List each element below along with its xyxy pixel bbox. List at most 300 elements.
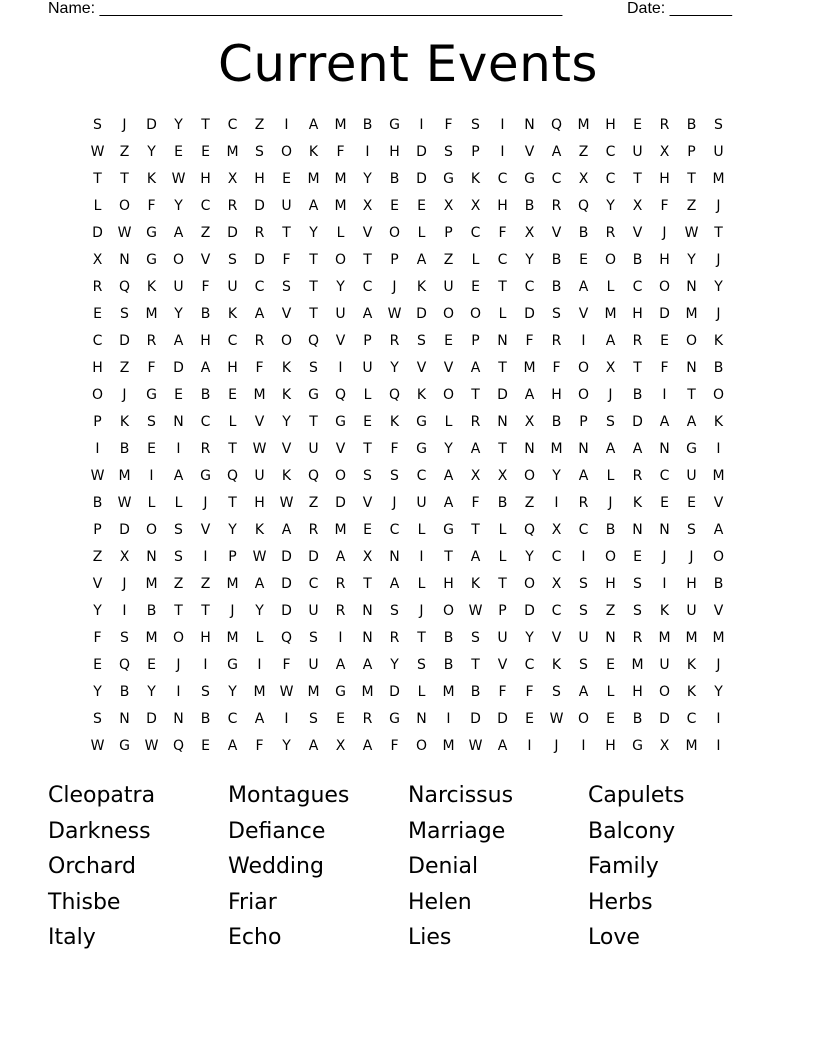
grid-letter: I bbox=[446, 711, 451, 727]
grid-letter: P bbox=[687, 144, 696, 160]
grid-letter: N bbox=[362, 603, 373, 619]
grid-letter: A bbox=[686, 414, 697, 430]
grid-letter: C bbox=[605, 144, 616, 160]
grid-letter: S bbox=[282, 279, 291, 295]
grid-letter: C bbox=[551, 171, 562, 187]
grid-letter: N bbox=[173, 711, 184, 727]
date-field-label: Date: _______ bbox=[627, 0, 732, 17]
grid-letter: L bbox=[471, 252, 480, 268]
grid-letter: Z bbox=[308, 495, 319, 511]
grid-letter: O bbox=[388, 225, 401, 241]
grid-letter: V bbox=[92, 576, 103, 592]
grid-letter: U bbox=[686, 468, 697, 484]
grid-letter: F bbox=[525, 333, 534, 349]
grid-letter: P bbox=[390, 252, 399, 268]
grid-letter: A bbox=[227, 738, 238, 754]
grid-letter: G bbox=[335, 684, 346, 700]
grid-letter: M bbox=[442, 684, 455, 700]
grid-letter: D bbox=[146, 711, 157, 727]
grid-letter: B bbox=[146, 603, 157, 619]
grid-letter: L bbox=[606, 279, 615, 295]
grid-letter: I bbox=[662, 576, 667, 592]
grid-letter: Y bbox=[228, 522, 237, 538]
grid-letter: E bbox=[336, 711, 345, 727]
grid-letter: I bbox=[554, 495, 559, 511]
grid-letter: G bbox=[200, 468, 211, 484]
grid-letter: C bbox=[524, 657, 535, 673]
grid-letter: G bbox=[632, 738, 643, 754]
grid-letter: A bbox=[470, 549, 481, 565]
grid-letter: T bbox=[309, 252, 318, 268]
grid-letter: E bbox=[606, 657, 615, 673]
grid-letter: E bbox=[660, 495, 669, 511]
grid-letter: T bbox=[309, 279, 318, 295]
grid-letter: A bbox=[632, 441, 643, 457]
grid-letter: A bbox=[362, 657, 373, 673]
grid-letter: T bbox=[498, 279, 507, 295]
grid-letter: Y bbox=[444, 441, 453, 457]
grid-letter: L bbox=[336, 225, 345, 241]
grid-letter: C bbox=[308, 576, 319, 592]
grid-letter: M bbox=[658, 630, 671, 646]
grid-letter: G bbox=[416, 414, 427, 430]
grid-letter: Y bbox=[255, 603, 264, 619]
grid-letter: N bbox=[497, 414, 508, 430]
grid-letter: E bbox=[282, 171, 291, 187]
grid-letter: U bbox=[443, 279, 454, 295]
grid-letter: B bbox=[497, 495, 508, 511]
grid-letter: W bbox=[117, 495, 132, 511]
grid-letter: G bbox=[146, 387, 157, 403]
grid-letter: Y bbox=[525, 549, 534, 565]
grid-letter: Y bbox=[282, 738, 291, 754]
grid-letter: V bbox=[713, 495, 724, 511]
grid-letter: A bbox=[308, 198, 319, 214]
grid-letter: M bbox=[685, 630, 698, 646]
grid-letter: L bbox=[174, 495, 183, 511]
grid-letter: T bbox=[282, 225, 291, 241]
grid-letter: U bbox=[281, 198, 292, 214]
grid-letter: T bbox=[228, 495, 237, 511]
grid-letter: Y bbox=[93, 603, 102, 619]
grid-letter: K bbox=[389, 414, 400, 430]
grid-letter: D bbox=[524, 306, 535, 322]
page-title: Current Events bbox=[218, 35, 598, 93]
grid-letter: W bbox=[171, 171, 186, 187]
grid-letter: N bbox=[686, 279, 697, 295]
grid-letter: S bbox=[471, 630, 480, 646]
grid-letter: H bbox=[605, 117, 616, 133]
grid-letter: J bbox=[122, 387, 127, 403]
grid-letter: Q bbox=[226, 468, 239, 484]
grid-letter: T bbox=[471, 387, 480, 403]
word-list bbox=[48, 778, 768, 956]
grid-letter: H bbox=[632, 684, 643, 700]
grid-letter: E bbox=[147, 441, 156, 457]
grid-letter: E bbox=[147, 657, 156, 673]
grid-letter: K bbox=[551, 657, 562, 673]
grid-letter: U bbox=[416, 495, 427, 511]
grid-letter: I bbox=[176, 441, 181, 457]
grid-letter: E bbox=[390, 198, 399, 214]
grid-letter: Q bbox=[550, 117, 563, 133]
grid-letter: F bbox=[498, 225, 507, 241]
grid-letter: T bbox=[498, 360, 507, 376]
grid-letter: T bbox=[120, 171, 129, 187]
grid-letter: J bbox=[392, 495, 397, 511]
grid-letter: O bbox=[712, 549, 725, 565]
grid-letter: V bbox=[578, 306, 589, 322]
grid-letter: F bbox=[471, 495, 480, 511]
grid-letter: I bbox=[716, 738, 721, 754]
grid-letter: K bbox=[227, 306, 238, 322]
header bbox=[48, 0, 748, 22]
grid-letter: K bbox=[659, 603, 670, 619]
grid-letter: C bbox=[632, 279, 643, 295]
word-list-item: Herbs bbox=[588, 889, 653, 915]
grid-letter: K bbox=[281, 360, 292, 376]
grid-letter: M bbox=[577, 117, 590, 133]
grid-letter: G bbox=[119, 738, 130, 754]
grid-letter: F bbox=[390, 738, 399, 754]
grid-letter: D bbox=[119, 522, 130, 538]
grid-letter: O bbox=[577, 387, 590, 403]
grid-letter: R bbox=[362, 711, 373, 727]
grid-letter: Q bbox=[334, 387, 347, 403]
grid-letter: O bbox=[604, 549, 617, 565]
grid-letter: I bbox=[662, 387, 667, 403]
grid-letter: E bbox=[174, 387, 183, 403]
grid-letter: V bbox=[362, 225, 373, 241]
grid-letter: K bbox=[686, 684, 697, 700]
grid-letter: O bbox=[442, 306, 455, 322]
grid-letter: R bbox=[470, 414, 481, 430]
grid-letter: S bbox=[174, 522, 183, 538]
grid-letter: X bbox=[362, 549, 373, 565]
grid-letter: V bbox=[281, 306, 292, 322]
grid-letter: F bbox=[525, 684, 534, 700]
grid-letter: R bbox=[146, 333, 157, 349]
word-list-item: Italy bbox=[48, 925, 96, 950]
grid-letter: A bbox=[362, 738, 373, 754]
grid-letter: L bbox=[417, 576, 426, 592]
grid-letter: D bbox=[470, 711, 481, 727]
grid-letter: T bbox=[363, 252, 372, 268]
grid-letter: R bbox=[578, 495, 589, 511]
grid-letter: C bbox=[416, 468, 427, 484]
grid-letter: O bbox=[658, 279, 671, 295]
grid-letter: V bbox=[632, 225, 643, 241]
grid-letter: A bbox=[362, 306, 373, 322]
grid-letter: A bbox=[173, 333, 184, 349]
grid-letter: W bbox=[252, 441, 267, 457]
grid-letter: O bbox=[523, 468, 536, 484]
grid-letter: S bbox=[417, 333, 426, 349]
grid-letter: R bbox=[254, 333, 265, 349]
grid-letter: O bbox=[685, 333, 698, 349]
grid-letter: U bbox=[659, 657, 670, 673]
grid-letter: M bbox=[226, 630, 239, 646]
grid-letter: Y bbox=[606, 198, 615, 214]
grid-letter: T bbox=[228, 441, 237, 457]
grid-letter: A bbox=[524, 387, 535, 403]
grid-letter: N bbox=[119, 711, 130, 727]
grid-letter: S bbox=[363, 468, 372, 484]
grid-letter: E bbox=[660, 333, 669, 349]
grid-letter: S bbox=[579, 657, 588, 673]
grid-letter: B bbox=[200, 387, 211, 403]
grid-letter: Y bbox=[93, 684, 102, 700]
grid-letter: K bbox=[308, 144, 319, 160]
grid-letter: L bbox=[417, 522, 426, 538]
grid-letter: L bbox=[417, 225, 426, 241]
grid-letter: V bbox=[497, 657, 508, 673]
grid-letter: O bbox=[442, 387, 455, 403]
grid-letter: G bbox=[443, 171, 454, 187]
grid-letter: I bbox=[527, 738, 532, 754]
grid-letter: C bbox=[92, 333, 103, 349]
grid-letter: C bbox=[200, 198, 211, 214]
grid-letter: J bbox=[662, 225, 667, 241]
grid-letter: X bbox=[551, 522, 562, 538]
grid-letter: L bbox=[606, 468, 615, 484]
grid-letter: T bbox=[417, 630, 426, 646]
grid-letter: M bbox=[334, 198, 347, 214]
grid-letter: U bbox=[497, 630, 508, 646]
word-list-item: Denial bbox=[408, 854, 479, 879]
grid-letter: D bbox=[119, 333, 130, 349]
grid-letter: F bbox=[336, 144, 345, 160]
grid-letter: D bbox=[254, 252, 265, 268]
grid-letter: X bbox=[470, 198, 481, 214]
grid-letter: C bbox=[497, 171, 508, 187]
grid-letter: P bbox=[471, 144, 480, 160]
grid-letter: Y bbox=[174, 306, 183, 322]
grid-letter: O bbox=[442, 603, 455, 619]
grid-letter: R bbox=[632, 333, 643, 349]
grid-letter: I bbox=[257, 657, 262, 673]
grid-letter: S bbox=[309, 630, 318, 646]
grid-letter: O bbox=[91, 387, 104, 403]
grid-letter: B bbox=[119, 441, 130, 457]
grid-letter: P bbox=[363, 333, 372, 349]
grid-letter: S bbox=[444, 144, 453, 160]
grid-letter: T bbox=[93, 171, 102, 187]
grid-letter: A bbox=[389, 576, 400, 592]
grid-letter: T bbox=[309, 306, 318, 322]
grid-letter: M bbox=[226, 144, 239, 160]
grid-letter: A bbox=[254, 306, 265, 322]
grid-letter: Y bbox=[714, 684, 723, 700]
grid-letter: K bbox=[281, 387, 292, 403]
grid-letter: Z bbox=[578, 144, 589, 160]
grid-letter: C bbox=[686, 711, 697, 727]
grid-letter: O bbox=[604, 252, 617, 268]
grid-letter: B bbox=[632, 711, 643, 727]
grid-letter: B bbox=[578, 225, 589, 241]
grid-letter: T bbox=[444, 549, 453, 565]
grid-letter: I bbox=[203, 549, 208, 565]
grid-letter: S bbox=[120, 630, 129, 646]
grid-letter: G bbox=[146, 225, 157, 241]
grid-letter: J bbox=[392, 279, 397, 295]
grid-letter: M bbox=[523, 360, 536, 376]
grid-letter: G bbox=[335, 414, 346, 430]
grid-letter: L bbox=[228, 414, 237, 430]
grid-letter: A bbox=[578, 468, 589, 484]
grid-letter: N bbox=[524, 117, 535, 133]
grid-letter: Y bbox=[390, 360, 399, 376]
grid-letter: L bbox=[498, 522, 507, 538]
grid-letter: X bbox=[551, 576, 562, 592]
grid-letter: H bbox=[254, 171, 265, 187]
grid-letter: I bbox=[176, 684, 181, 700]
grid-letter: O bbox=[712, 387, 725, 403]
grid-letter: G bbox=[389, 711, 400, 727]
grid-letter: F bbox=[147, 198, 156, 214]
grid-letter: H bbox=[605, 738, 616, 754]
grid-letter: N bbox=[578, 441, 589, 457]
grid-letter: P bbox=[93, 522, 102, 538]
grid-letter: P bbox=[471, 333, 480, 349]
grid-letter: R bbox=[254, 225, 265, 241]
grid-letter: R bbox=[308, 522, 319, 538]
grid-letter: O bbox=[118, 198, 131, 214]
grid-letter: U bbox=[308, 657, 319, 673]
grid-letter: Z bbox=[524, 495, 535, 511]
grid-letter: S bbox=[309, 711, 318, 727]
grid-letter: U bbox=[362, 360, 373, 376]
grid-letter: J bbox=[716, 657, 721, 673]
grid-letter: X bbox=[605, 360, 616, 376]
grid-letter: Q bbox=[577, 198, 590, 214]
grid-letter: W bbox=[90, 144, 105, 160]
grid-letter: T bbox=[687, 387, 696, 403]
grid-letter: A bbox=[308, 117, 319, 133]
grid-letter: T bbox=[633, 360, 642, 376]
grid-letter: B bbox=[686, 117, 697, 133]
grid-letter: Y bbox=[687, 252, 696, 268]
grid-letter: N bbox=[362, 630, 373, 646]
grid-letter: B bbox=[119, 684, 130, 700]
grid-letter: A bbox=[605, 333, 616, 349]
grid-letter: M bbox=[145, 306, 158, 322]
grid-letter: S bbox=[93, 711, 102, 727]
grid-letter: I bbox=[716, 711, 721, 727]
grid-letter: I bbox=[338, 630, 343, 646]
grid-letter: X bbox=[524, 225, 535, 241]
grid-letter: Z bbox=[119, 360, 130, 376]
word-list-item: Defiance bbox=[228, 818, 326, 844]
grid-letter: N bbox=[605, 630, 616, 646]
grid-letter: D bbox=[92, 225, 103, 241]
grid-letter: M bbox=[685, 306, 698, 322]
grid-letter: W bbox=[252, 549, 267, 565]
grid-letter: H bbox=[200, 630, 211, 646]
grid-letter: S bbox=[309, 360, 318, 376]
grid-letter: J bbox=[203, 495, 208, 511]
grid-letter: T bbox=[201, 117, 210, 133]
grid-letter: Q bbox=[307, 468, 320, 484]
grid-letter: M bbox=[550, 441, 563, 457]
grid-letter: C bbox=[497, 252, 508, 268]
grid-letter: H bbox=[200, 333, 211, 349]
word-list-item: Love bbox=[588, 925, 640, 950]
grid-letter: B bbox=[443, 657, 454, 673]
word-list-item: Wedding bbox=[228, 854, 324, 879]
grid-letter: D bbox=[524, 603, 535, 619]
grid-letter: N bbox=[524, 441, 535, 457]
word-list-item: Helen bbox=[408, 889, 472, 915]
grid-letter: R bbox=[389, 630, 400, 646]
grid-letter: T bbox=[498, 441, 507, 457]
grid-letter: A bbox=[659, 414, 670, 430]
grid-letter: D bbox=[632, 414, 643, 430]
grid-letter: H bbox=[632, 306, 643, 322]
grid-letter: A bbox=[713, 522, 724, 538]
grid-letter: Z bbox=[200, 225, 211, 241]
grid-letter: D bbox=[308, 549, 319, 565]
grid-letter: V bbox=[416, 360, 427, 376]
grid-letter: V bbox=[335, 441, 346, 457]
name-field-label: Name: ____________________________________________________ bbox=[48, 0, 563, 17]
grid-letter: W bbox=[468, 738, 483, 754]
grid-letter: X bbox=[470, 468, 481, 484]
grid-letter: V bbox=[524, 144, 535, 160]
grid-letter: G bbox=[227, 657, 238, 673]
grid-letter: E bbox=[363, 522, 372, 538]
grid-letter: R bbox=[632, 468, 643, 484]
grid-letter: O bbox=[280, 333, 293, 349]
grid-letter: T bbox=[471, 522, 480, 538]
grid-letter: S bbox=[552, 306, 561, 322]
grid-letter: Y bbox=[390, 657, 399, 673]
grid-letter: K bbox=[146, 279, 157, 295]
grid-letter: Y bbox=[552, 468, 561, 484]
grid-letter: H bbox=[92, 360, 103, 376]
grid-letter: A bbox=[470, 441, 481, 457]
grid-letter: W bbox=[279, 684, 294, 700]
grid-letter: M bbox=[307, 171, 320, 187]
grid-letter: Y bbox=[147, 684, 156, 700]
grid-letter: B bbox=[605, 522, 616, 538]
grid-letter: H bbox=[686, 576, 697, 592]
word-list-item: Lies bbox=[408, 925, 452, 950]
grid-letter: R bbox=[335, 576, 346, 592]
grid-letter: E bbox=[201, 144, 210, 160]
grid-letter: A bbox=[443, 468, 454, 484]
word-list-item: Balcony bbox=[588, 818, 676, 844]
grid-letter: V bbox=[713, 603, 724, 619]
grid-letter: U bbox=[578, 630, 589, 646]
grid-letter: E bbox=[93, 657, 102, 673]
grid-letter: S bbox=[255, 144, 264, 160]
grid-letter: X bbox=[524, 414, 535, 430]
grid-letter: H bbox=[605, 576, 616, 592]
grid-letter: B bbox=[470, 684, 481, 700]
grid-letter: A bbox=[308, 738, 319, 754]
grid-letter: S bbox=[579, 603, 588, 619]
grid-letter: L bbox=[255, 630, 264, 646]
grid-letter: Y bbox=[282, 414, 291, 430]
grid-letter: F bbox=[282, 657, 291, 673]
grid-letter: M bbox=[712, 630, 725, 646]
grid-letter: F bbox=[498, 684, 507, 700]
grid-letter: W bbox=[90, 738, 105, 754]
grid-letter: J bbox=[554, 738, 559, 754]
grid-letter: T bbox=[201, 603, 210, 619]
grid-letter: V bbox=[254, 414, 265, 430]
